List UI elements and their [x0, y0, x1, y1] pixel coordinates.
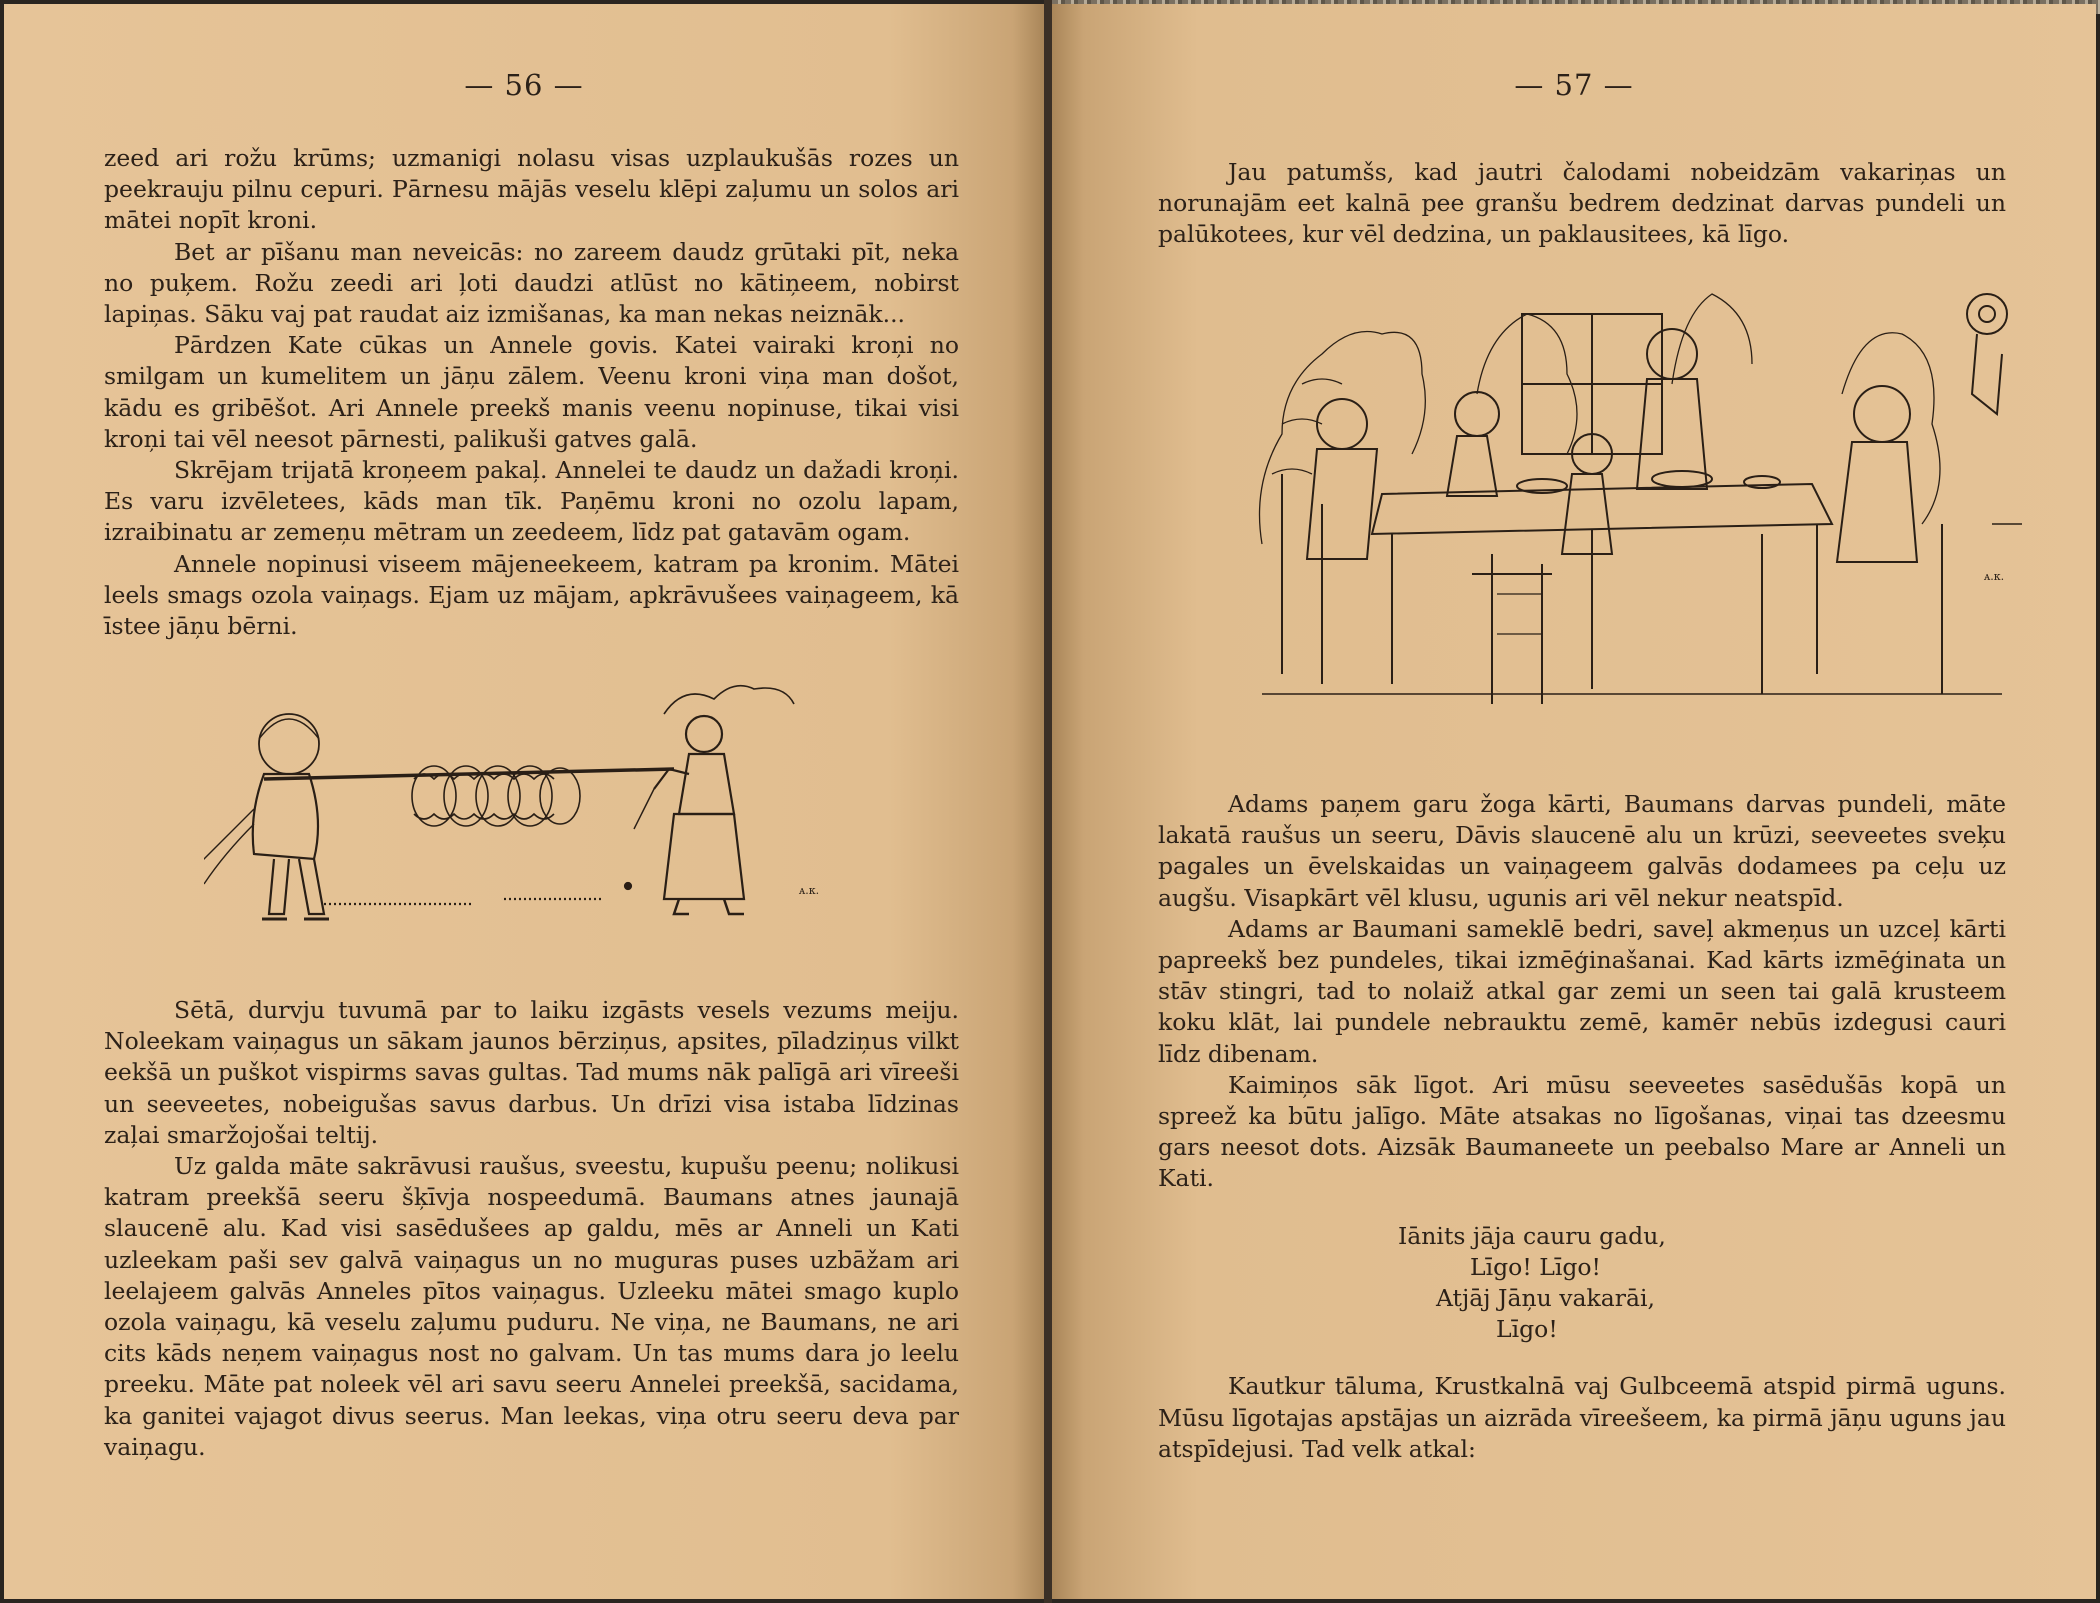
verse-line: Līgo! Līgo!	[1470, 1252, 1601, 1281]
left-text-block-1	[104, 143, 959, 642]
illustration-family-dinner-table	[1242, 274, 2022, 714]
paragraph: Sētā, durvju tuvumā par to laiku izgāsts vesels vezums meiju. Noleekam vaiņagus un sākam jaunos bērziņus, apsites, pīladziņus vilkt eekšā un puškot vispirms savas gultas. Tad mums nāk palīgā ari vīreeši un seeveetes, nobeigušas savus darbus. Un drīzi visa istaba līdzinas zaļai smaržojošai teltij.	[104, 996, 959, 1149]
paragraph: Skrējam trijatā kroņeem pakaļ. Annelei te daudz un dažadi kroņi. Es varu izvēletees, kāds man tīk. Paņēmu kroni no ozolu lapam, izraibinatu ar zemeņu mētram un zeedeem, līdz pat gatavām ogam.	[104, 456, 959, 547]
paragraph: Annele nopinusi viseem mājeneekeem, katram pa kronim. Mātei leels smags ozola vaiņags. Ejam uz mājam, apkrāvušees vaiņageem, kā īstee jāņu bērni.	[104, 549, 959, 641]
book-gutter	[1044, 0, 1052, 1603]
right-text-block-1	[1158, 157, 2006, 251]
page-number-left: — 56 —	[464, 68, 584, 102]
illustrator-monogram: ᴀ.ᴋ.	[1984, 570, 2005, 583]
paragraph: Kaimiņos sāk līgot. Ari mūsu seeveetes sasēdušās kopā un spreež ka būtu jalīgo. Māte atsakas no līgošanas, viņai tas dzeesmu gars neesot dots. Aizsāk Baumaneete un peebalso Mare ar Anneli un Kati.	[1158, 1070, 2006, 1193]
verse-line: Iānits jāja cauru gadu,	[1398, 1221, 1666, 1250]
paragraph: Bet ar pīšanu man neveicās: no zareem daudz grūtaki pīt, neka no puķem. Rožu zeedi ari ļoti daudzi atlūst no kātiņeem, nobirst lapiņas. Sāku vaj pat raudat aiz izmišanas, ka man nekas neiznāk...	[104, 237, 959, 329]
illustration-children-carrying-wreaths	[204, 684, 844, 984]
song-verse	[1158, 1221, 2006, 1346]
paragraph: Uz galda māte sakrāvusi raušus, sveestu, kupušu peenu; nolikusi katram preekšā seeru šķīvja nospeedumā. Baumans atnes jaunajā slaucenē alu. Kad visi sasēdušees ap galdu, mēs ar Anneli un Kati uzleekam paši sev galvā vaiņagus un no muguras puses uzbāžam ari leelajeem galvās Anneles pītos vaiņagus. Uzleeku mātei smago kuplo ozola vaiņagu, kā veselu zaļumu puduru. Ne viņa, ne Baumans, ne ari cits kāds neņem vaiņagus nost no galvam. Un tas mums dara jo leelu preeku. Māte pat noleek vēl ari savu seeru Annelei preekšā, sacidama, ka ganitei vajagot divus seerus. Man leekas, viņa otru seeru deva par vaiņagu.	[104, 1152, 959, 1461]
illustrator-monogram: ᴀ.ᴋ.	[799, 884, 820, 897]
paragraph: Adams paņem garu žoga kārti, Baumans darvas pundeli, māte lakatā raušus un seeru, Dāvis slaucenē alu un krūzi, seeveetes sveķu pagales un ēvelskaidas un vaiņageem galvās dodamees pa ceļu uz augšu. Visapkārt vēl klusu, ugunis ari vēl nekur neatspīd.	[1158, 790, 2006, 912]
paragraph: Adams ar Baumani sameklē bedri, saveļ akmeņus un uzceļ kārti papreekš bez pundeles, tikai izmēģinašanai. Kad kārts izmēģinata un stāv stingri, tad to nolaiž atkal gar zemi un seen tai galā krusteem koku klāt, lai pundele nebrauktu zemē, kamēr nebūs izdegusi cauri līdz dibenam.	[1158, 914, 2006, 1068]
paragraph: Jau patumšs, kad jautri čalodami nobeidzām vakariņas un norunajām eet kalnā pee granšu bedrem dedzinat darvas pundeli un palūkotees, kur vēl dedzina, un paklausitees, kā līgo.	[1158, 158, 2006, 249]
paragraph: Kautkur tāluma, Krustkalnā vaj Gulbceemā atspid pirmā uguns. Mūsu līgotajas apstājas un aizrāda vīreešeem, ka pirmā jāņu uguns jau atspīdejusi. Tad velk atkal:	[1158, 1372, 2006, 1463]
right-page	[1052, 4, 2096, 1599]
verse-line: Atjāj Jāņu vakarāi,	[1436, 1284, 1655, 1313]
verse-line: Līgo!	[1496, 1315, 1558, 1344]
left-page	[4, 4, 1044, 1599]
left-text-block-2	[104, 995, 959, 1463]
paragraph: zeed ari rožu krūms; uzmanigi nolasu visas uzplaukušās rozes un peekrauju pilnu cepuri. Pārnesu mājās veselu klēpi zaļumu un solos ari mātei nopīt kroni.	[104, 144, 959, 235]
right-text-block-2	[1158, 789, 2006, 1465]
paragraph: Pārdzen Kate cūkas un Annele govis. Katei vairaki kroņi no smilgam un kumelitem un jāņu zālem. Veenu kroni viņa man došot, kādu es gribēšot. Ari Annele preekš manis veenu nopinuse, tikai visi kroņi tai vēl neesot pārnesti, palikuši gatves galā.	[104, 331, 959, 453]
page-number-right: — 57 —	[1514, 68, 1634, 102]
